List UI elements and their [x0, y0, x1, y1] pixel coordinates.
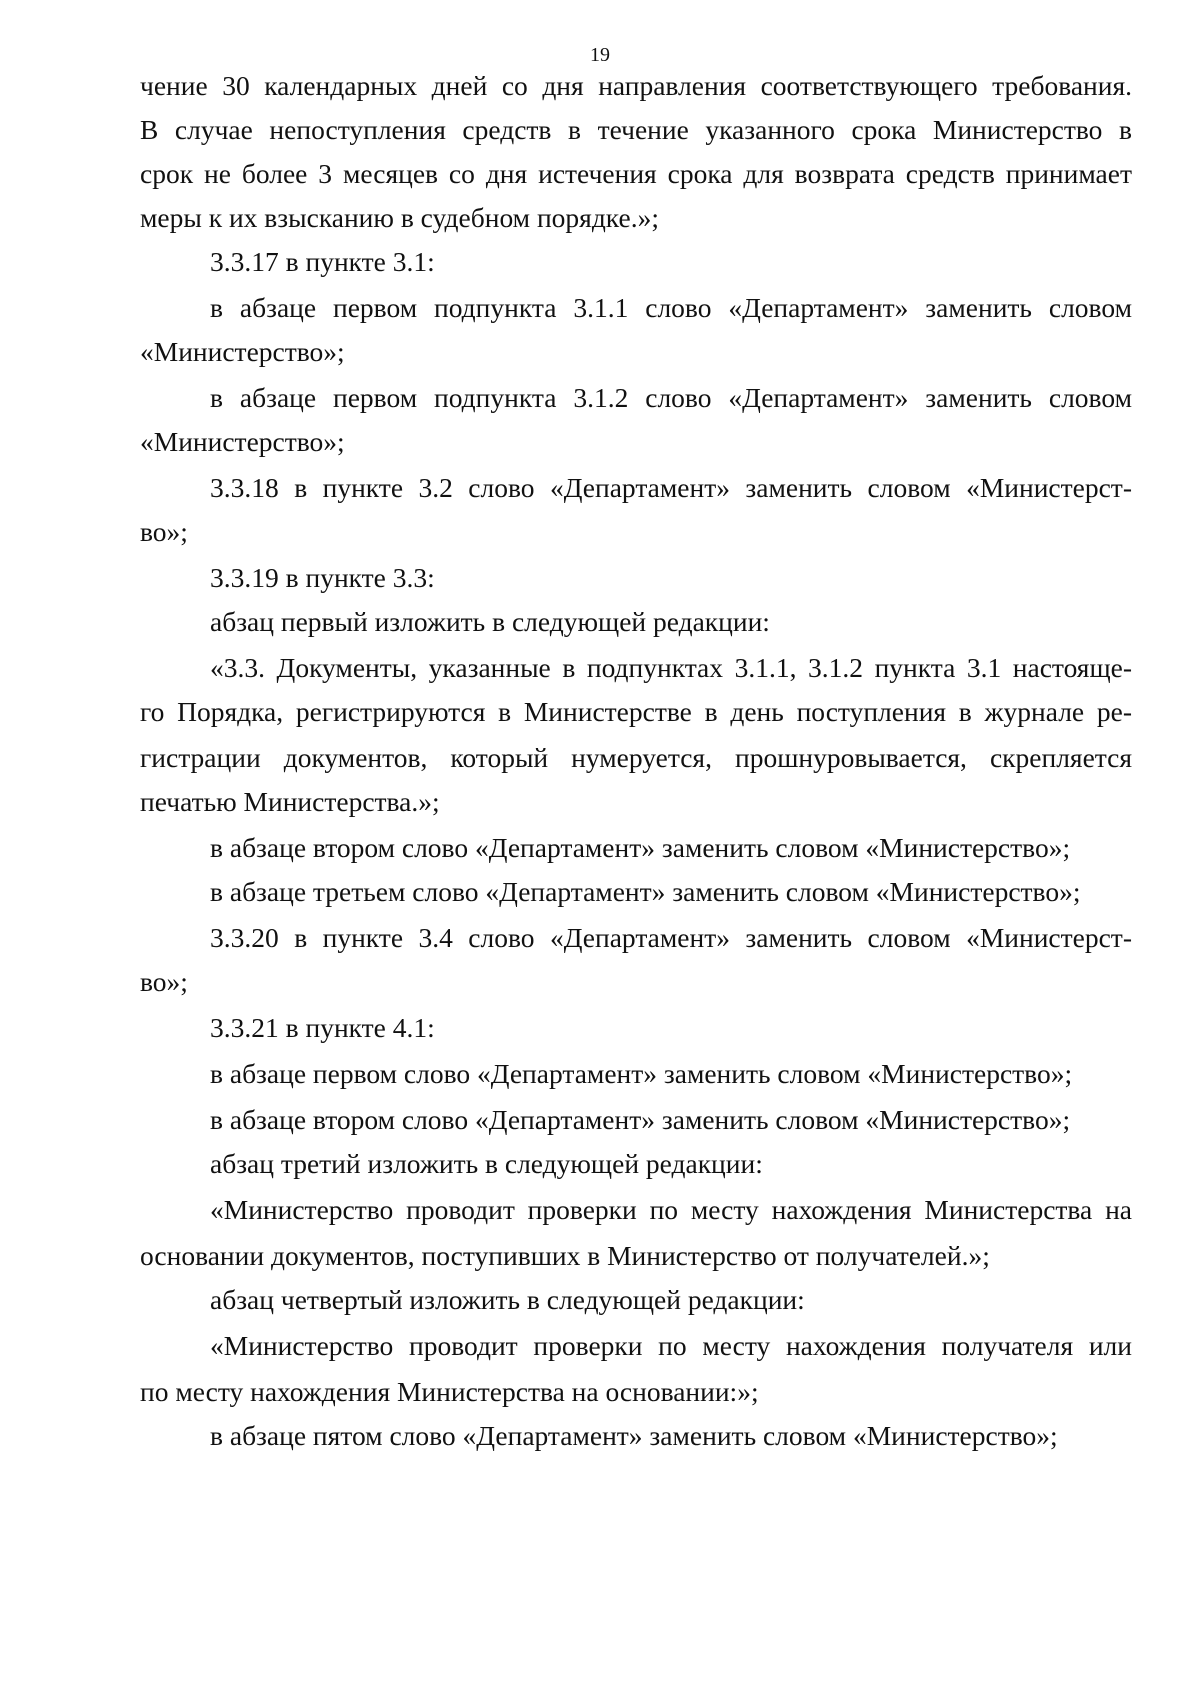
text-line: абзац третий изложить в следующей редакции: — [210, 1148, 763, 1179]
text-line: в абзаце пятом слово «Департамент» заменить словом «Министерство»; — [210, 1420, 1058, 1451]
text-line: в абзаце втором слово «Департамент» заменить словом «Министерство»; — [210, 832, 1071, 863]
text-line: во»; — [140, 516, 188, 547]
page-number: 19 — [590, 44, 610, 66]
text-line: го Порядка, регистрируются в Министерстве в день поступления в журнале ре- — [140, 696, 1132, 727]
text-line: 3.3.17 в пункте 3.1: — [210, 246, 435, 277]
text-line: по месту нахождения Министерства на основании:»; — [140, 1376, 759, 1407]
text-line: в абзаце втором слово «Департамент» заменить словом «Министерство»; — [210, 1104, 1071, 1135]
text-line: в абзаце первом подпункта 3.1.1 слово «Департамент» заменить словом — [210, 292, 1132, 323]
text-line: чение 30 календарных дней со дня направления соответствующего требования. — [140, 70, 1132, 101]
text-line: в абзаце третьем слово «Департамент» заменить словом «Министерство»; — [210, 876, 1081, 907]
text-line: основании документов, поступивших в Министерство от получателей.»; — [140, 1240, 990, 1271]
text-line: абзац первый изложить в следующей редакции: — [210, 606, 770, 637]
text-line: во»; — [140, 966, 188, 997]
text-line: меры к их взысканию в судебном порядке.»; — [140, 202, 659, 233]
text-line: 3.3.21 в пункте 4.1: — [210, 1012, 435, 1043]
text-line: «Министерство»; — [140, 336, 345, 367]
text-line: «Министерство»; — [140, 426, 345, 457]
text-line: в абзаце первом подпункта 3.1.2 слово «Департамент» заменить словом — [210, 382, 1132, 413]
text-line: срок не более 3 месяцев со дня истечения срока для возврата средств принимает — [140, 158, 1132, 189]
text-line: абзац четвертый изложить в следующей редакции: — [210, 1284, 805, 1315]
text-line: В случае непоступления средств в течение указанного срока Министерство в — [140, 114, 1132, 145]
text-line: «Министерство проводит проверки по месту нахождения Министерства на — [210, 1194, 1132, 1225]
text-line: «3.3. Документы, указанные в подпунктах 3.1.1, 3.1.2 пункта 3.1 настояще- — [210, 652, 1132, 683]
text-line: «Министерство проводит проверки по месту нахождения получателя или — [210, 1330, 1132, 1361]
text-line: 3.3.18 в пункте 3.2 слово «Департамент» заменить словом «Министерст- — [210, 472, 1132, 503]
text-line: гистрации документов, который нумеруется, прошнуровывается, скрепляется — [140, 742, 1132, 773]
text-line: печатью Министерства.»; — [140, 786, 440, 817]
text-line: 3.3.19 в пункте 3.3: — [210, 562, 435, 593]
text-line: 3.3.20 в пункте 3.4 слово «Департамент» заменить словом «Министерст- — [210, 922, 1132, 953]
text-line: в абзаце первом слово «Департамент» заменить словом «Министерство»; — [210, 1058, 1073, 1089]
